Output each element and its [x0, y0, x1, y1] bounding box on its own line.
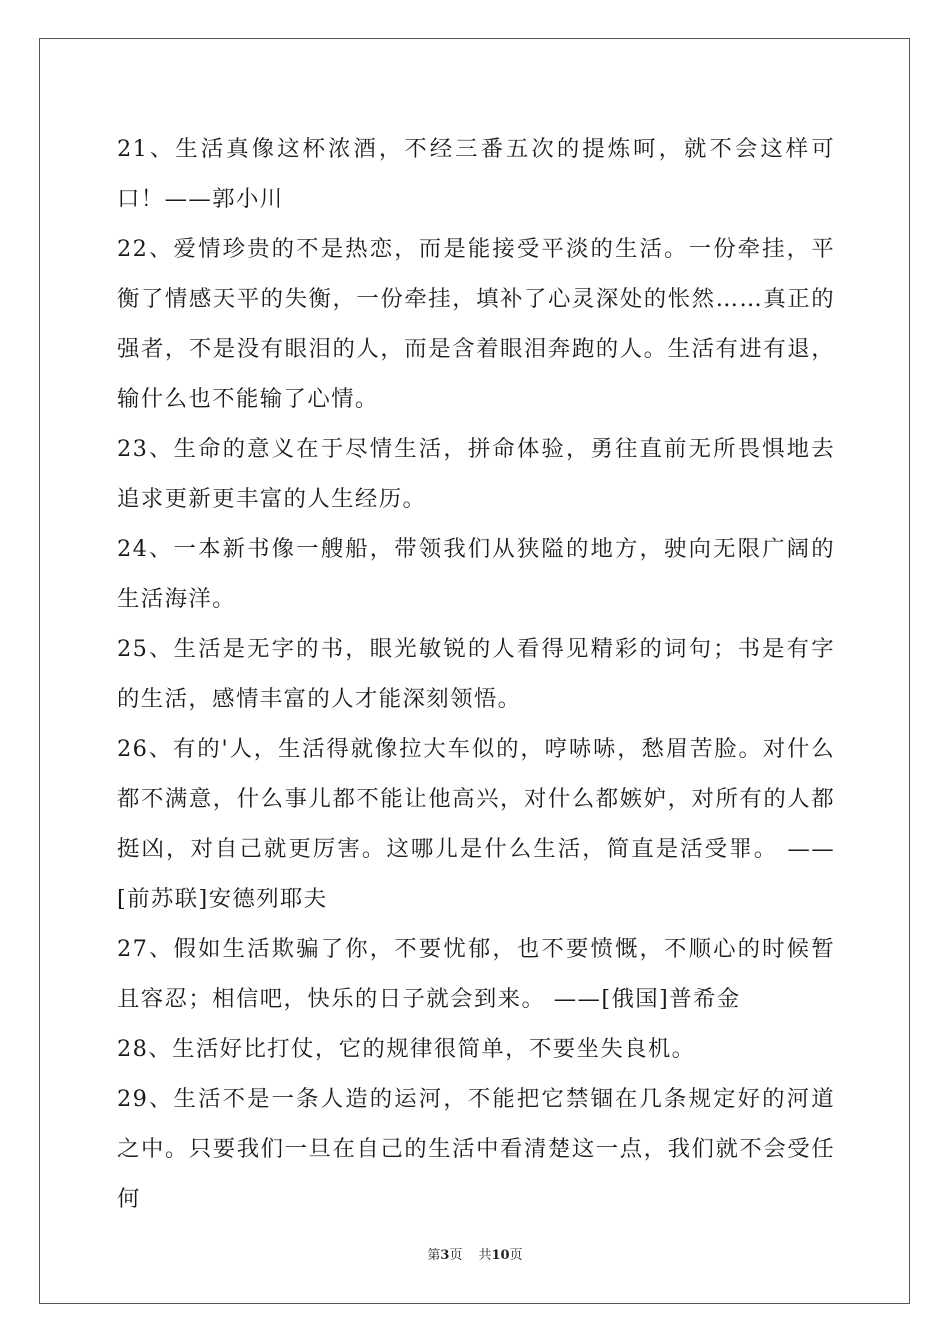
quote-paragraph-25: 25、生活是无字的书，眼光敏锐的人看得见精彩的词句；书是有字的生活，感情丰富的人才能深刻领悟。 — [117, 636, 835, 712]
quote-paragraph-24: 24、一本新书像一艘船，带领我们从狭隘的地方，驶向无限广阔的生活海洋。 — [117, 536, 835, 612]
quote-paragraph-21: 21、生活真像这杯浓酒，不经三番五次的提炼呵，就不会这样可口！——郭小川 — [117, 136, 835, 212]
page-suffix: 页 — [449, 1248, 463, 1263]
quote-paragraph-28: 28、生活好比打仗，它的规律很简单，不要坐失良机。 — [117, 1036, 696, 1062]
quote-paragraph-22: 22、爱情珍贵的不是热恋，而是能接受平淡的生活。一份牵挂，平衡了情感天平的失衡，一份牵挂，填补了心灵深处的怅然……真正的强者，不是没有眼泪的人，而是含着眼泪奔跑的人。生活有进有退，输什么也不能输了心情。 — [117, 236, 835, 412]
quote-paragraph-26: 26、有的'人，生活得就像拉大车似的，哼哧哧，愁眉苦脸。对什么都不满意，什么事儿都不能让他高兴，对什么都嫉妒，对所有的人都挺凶，对自己就更厉害。这哪儿是什么生活，简直是活受罪。 ——[前苏联]安德列耶夫 — [117, 736, 835, 912]
total-suffix: 页 — [509, 1248, 523, 1263]
page-number: 3 — [440, 1248, 450, 1263]
quote-paragraph-23: 23、生命的意义在于尽情生活，拼命体验，勇往直前无所畏惧地去追求更新更丰富的人生经历。 — [117, 436, 835, 512]
quote-paragraph-27: 27、假如生活欺骗了你，不要忧郁，也不要愤慨，不顺心的时候暂且容忍；相信吧，快乐的日子就会到来。 ——[俄国]普希金 — [117, 936, 835, 1012]
page-footer — [0, 1247, 950, 1265]
document-body — [117, 124, 835, 1224]
quote-paragraph-29: 29、生活不是一条人造的运河，不能把它禁锢在几条规定好的河道之中。只要我们一旦在自己的生活中看清楚这一点，我们就不会受任何 — [117, 1086, 835, 1212]
total-pages: 10 — [491, 1248, 510, 1263]
page-prefix: 第 — [427, 1248, 441, 1263]
total-prefix: 共 — [478, 1248, 492, 1263]
